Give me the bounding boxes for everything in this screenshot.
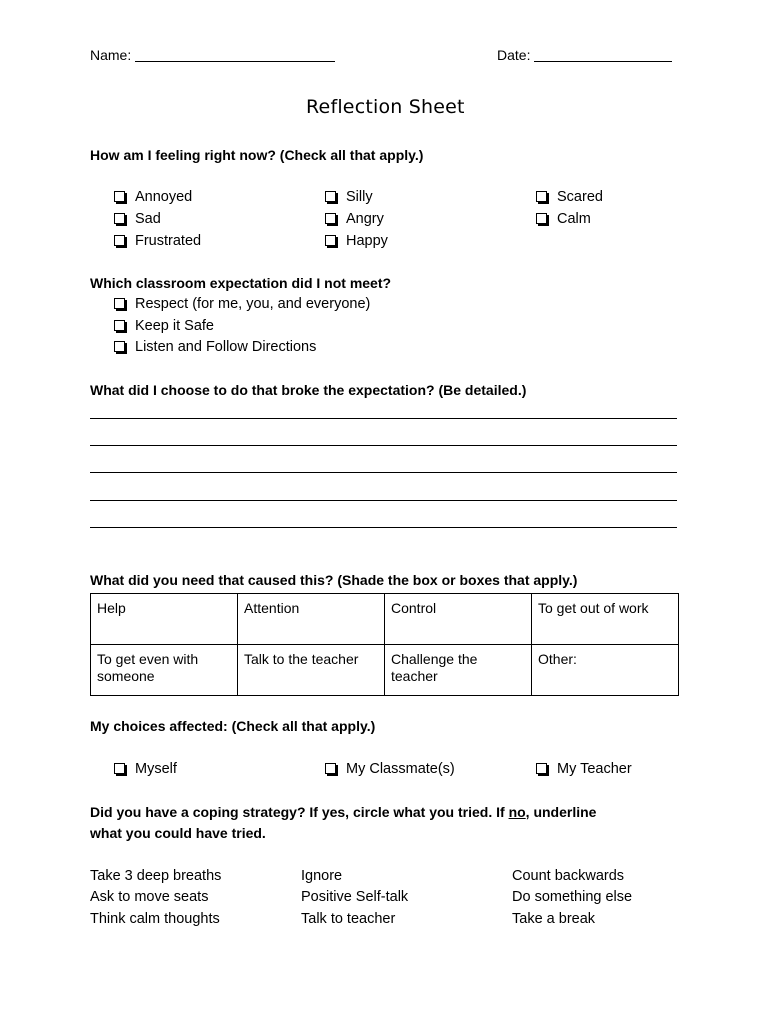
needs-cell-get-even[interactable]: To get even with someone <box>91 645 238 696</box>
coping-question-text: , underline <box>525 804 597 820</box>
needs-cell-get-out-of-work[interactable]: To get out of work <box>532 594 679 645</box>
choice-question: What did I choose to do that broke the expectation? (Be detailed.) <box>90 382 527 398</box>
option-label: Angry <box>346 211 384 227</box>
coping-question-text: Did you have a coping strategy? If yes, circle what you tried. If <box>90 804 509 820</box>
date-blank[interactable] <box>534 61 672 62</box>
option-label: Keep it Safe <box>135 318 214 334</box>
strategy-move-seats[interactable]: Ask to move seats <box>90 889 209 905</box>
needs-cell-challenge-teacher[interactable]: Challenge the teacher <box>385 645 532 696</box>
checkbox-frustrated[interactable] <box>114 233 201 249</box>
checkbox-teacher[interactable] <box>536 761 632 777</box>
strategy-deep-breaths[interactable]: Take 3 deep breaths <box>90 868 222 884</box>
strategy-count-backwards[interactable]: Count backwards <box>512 868 625 884</box>
table-row <box>91 645 679 696</box>
date-field <box>497 47 672 63</box>
checkbox-icon <box>114 341 125 352</box>
option-label: Calm <box>557 211 591 227</box>
checkbox-icon <box>114 298 125 309</box>
coping-question-line2: what you could have tried. <box>90 825 266 841</box>
option-label: Scared <box>557 189 603 205</box>
checkbox-icon <box>325 213 336 224</box>
name-label: Name: <box>90 47 132 63</box>
table-row <box>91 594 679 645</box>
coping-question-no: no <box>508 804 526 820</box>
option-label: My Classmate(s) <box>346 761 455 777</box>
checkbox-icon <box>114 320 125 331</box>
strategy-ignore[interactable]: Ignore <box>301 868 343 884</box>
checkbox-icon <box>114 235 125 246</box>
option-label: Annoyed <box>135 189 193 205</box>
needs-question: What did you need that caused this? (Shade the box or boxes that apply.) <box>90 572 578 588</box>
checkbox-happy[interactable] <box>325 233 388 249</box>
checkbox-annoyed[interactable] <box>114 189 192 205</box>
coping-question <box>90 804 596 820</box>
checkbox-icon <box>114 763 125 774</box>
needs-cell-control[interactable]: Control <box>385 594 532 645</box>
checkbox-classmates[interactable] <box>325 761 455 777</box>
needs-cell-help[interactable]: Help <box>91 594 238 645</box>
checkbox-silly[interactable] <box>325 189 373 205</box>
checkbox-myself[interactable] <box>114 761 177 777</box>
checkbox-icon <box>114 191 125 202</box>
name-blank[interactable] <box>135 61 335 62</box>
name-field <box>90 47 335 63</box>
checkbox-icon <box>325 763 336 774</box>
checkbox-icon <box>325 235 336 246</box>
date-label: Date: <box>497 47 531 63</box>
checkbox-scared[interactable] <box>536 189 603 205</box>
strategy-self-talk[interactable]: Positive Self-talk <box>301 889 409 905</box>
option-label: Myself <box>135 761 177 777</box>
option-label: Frustrated <box>135 233 202 249</box>
strategy-calm-thoughts[interactable]: Think calm thoughts <box>90 911 220 927</box>
affected-question: My choices affected: (Check all that apply.) <box>90 718 376 734</box>
checkbox-icon <box>536 763 547 774</box>
feelings-question: How am I feeling right now? (Check all that apply.) <box>90 147 424 163</box>
answer-line[interactable] <box>90 418 677 419</box>
answer-line[interactable] <box>90 445 677 446</box>
strategy-something-else[interactable]: Do something else <box>512 889 633 905</box>
option-label: Sad <box>135 211 161 227</box>
option-label: My Teacher <box>557 761 632 777</box>
needs-cell-attention[interactable]: Attention <box>238 594 385 645</box>
option-label: Happy <box>346 233 388 249</box>
checkbox-listen[interactable] <box>114 339 316 355</box>
needs-table <box>90 593 679 696</box>
checkbox-calm[interactable] <box>536 211 591 227</box>
expectation-question: Which classroom expectation did I not meet? <box>90 275 392 291</box>
checkbox-icon <box>536 191 547 202</box>
checkbox-icon <box>536 213 547 224</box>
needs-cell-talk-teacher[interactable]: Talk to the teacher <box>238 645 385 696</box>
strategy-take-break[interactable]: Take a break <box>512 911 596 927</box>
checkbox-keep-safe[interactable] <box>114 318 214 334</box>
option-label: Listen and Follow Directions <box>135 339 317 355</box>
option-label: Silly <box>346 189 373 205</box>
answer-line[interactable] <box>90 500 677 501</box>
strategy-talk-teacher[interactable]: Talk to teacher <box>301 911 396 927</box>
option-label: Respect (for me, you, and everyone) <box>135 296 371 312</box>
checkbox-angry[interactable] <box>325 211 384 227</box>
checkbox-sad[interactable] <box>114 211 161 227</box>
checkbox-icon <box>114 213 125 224</box>
checkbox-respect[interactable] <box>114 296 370 312</box>
needs-cell-other[interactable]: Other: <box>532 645 679 696</box>
checkbox-icon <box>325 191 336 202</box>
answer-line[interactable] <box>90 527 677 528</box>
page-title: Reflection Sheet <box>306 96 465 118</box>
answer-line[interactable] <box>90 472 677 473</box>
